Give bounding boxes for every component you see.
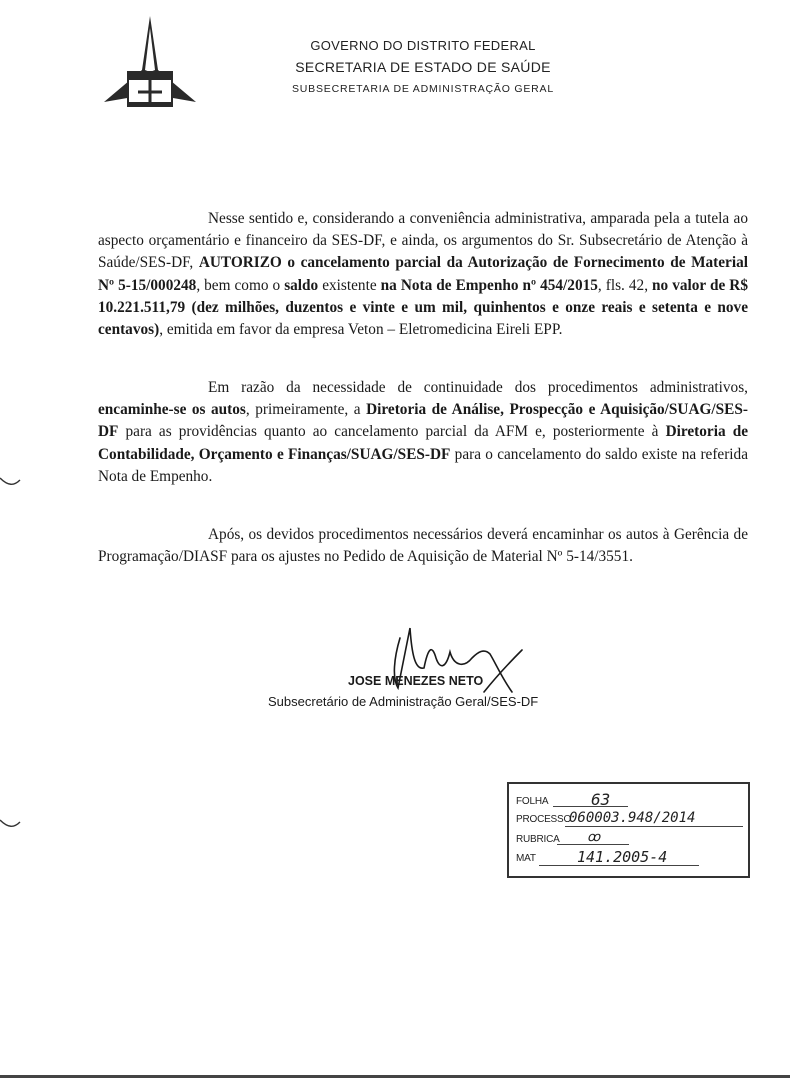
stamp-processo-value: 060003.948/2014 xyxy=(569,810,696,826)
signer-name: JOSE MENEZES NETO xyxy=(348,674,484,688)
signer-title: Subsecretário de Administração Geral/SES-DF xyxy=(268,694,539,709)
stamp-mat-value: 141.2005-4 xyxy=(577,848,668,866)
stamp-mat-label: MAT xyxy=(516,853,536,864)
margin-mark xyxy=(0,816,22,830)
stamp-folha-label: FOLHA xyxy=(516,796,549,807)
process-stamp xyxy=(507,782,750,878)
paragraph-authorization: Nesse sentido e, considerando a conveniência administrativa, amparada pela a tutela ao aspecto orçamentário e financeiro da SES-DF, e ainda, os argumentos do Sr. Subsecretário de Atenção à Saúde/SES-DF, AUTORIZO o cancelamento parcial da Autorização de Fornecimento de Material Nº 5-15/000248, bem como o saldo existente na Nota de Empenho nº 454/2015, fls. 42, no valor de R$ 10.221.511,79 (dez milhões, duzentos e vinte e um mil, quinhentos e onze reais e setenta e nove centavos), emitida em favor da empresa Veton – Eletromedicina Eireli EPP. xyxy=(98,210,748,339)
margin-mark xyxy=(0,474,22,488)
stamp-processo-label: PROCESSO xyxy=(516,814,572,825)
header-line-subsecretariat: SUBSECRETARIA DE ADMINISTRAÇÃO GERAL xyxy=(292,83,554,95)
paragraph-forwarding: Em razão da necessidade de continuidade dos procedimentos administrativos, encaminhe-se os autos, primeiramente, a Diretoria de Análise, Prospecção e Aquisição/SUAG/SES-DF para as providências quanto ao cancelamento parcial da AFM e, posteriormente à Diretoria de Contabilidade, Orçamento e Finanças/SUAG/SES-DF para o cancelamento do saldo existe na referida Nota de Empenho. xyxy=(98,379,749,485)
header-line-secretariat: SECRETARIA DE ESTADO DE SAÚDE xyxy=(295,59,551,75)
stamp-rubrica-label: RUBRICA xyxy=(516,834,560,845)
gdf-logo xyxy=(98,14,202,120)
page-bottom-edge xyxy=(0,1075,790,1078)
header-line-government: GOVERNO DO DISTRITO FEDERAL xyxy=(310,38,536,53)
stamp-rubrica-value: ꝏ xyxy=(587,830,601,845)
letterhead xyxy=(258,38,588,95)
paragraph-adjustments: Após, os devidos procedimentos necessários deverá encaminhar os autos à Gerência de Programação/DIASF para os ajustes no Pedido de Aquisição de Material Nº 5-14/3551. xyxy=(98,526,748,566)
stamp-folha-value: 63 xyxy=(591,790,611,809)
